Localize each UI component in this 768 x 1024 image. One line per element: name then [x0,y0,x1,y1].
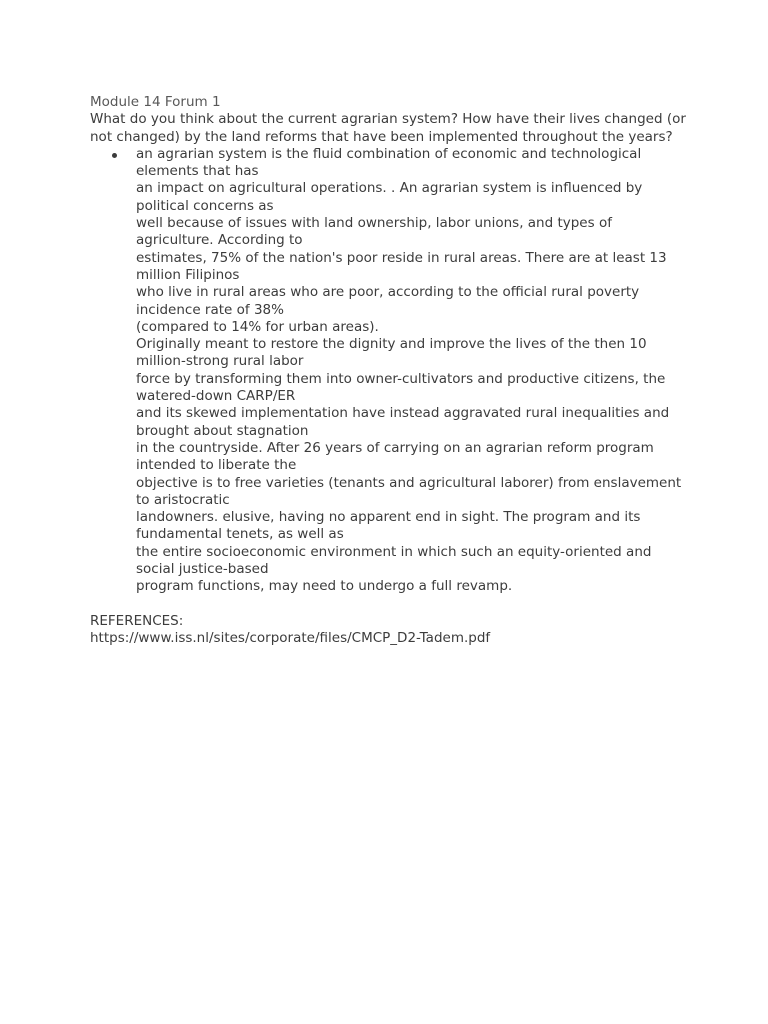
bullet-line: to aristocratic [136,491,230,508]
bullet-line: (compared to 14% for urban areas). [136,318,379,335]
bullet-line: social justice-based [136,561,269,578]
bullet-line: in the countryside. After 26 years of carrying on an agrarian reform program [136,439,654,456]
bullet-line: Originally meant to restore the dignity and improve the lives of the then 10 [136,336,647,353]
bullet-icon [112,153,117,158]
bullet-line: political concerns as [136,197,274,214]
reference-link[interactable]: https://www.iss.nl/sites/corporate/files/CMCP_D2-Tadem.pdf [90,629,491,646]
bullet-text [136,146,740,596]
bullet-line: an impact on agricultural operations. . An agrarian system is influenced by [136,180,643,197]
question-line-2: not changed) by the land reforms that have been implemented throughout the years? [90,128,673,145]
question-line-1: What do you think about the current agrarian system? How have their lives changed (or [90,111,686,128]
references-label: REFERENCES: [90,612,184,629]
bullet-list-item [90,146,740,596]
bullet-line: force by transforming them into owner-cultivators and productive citizens, the [136,370,666,387]
bullet-line: landowners. elusive, having no apparent end in sight. The program and its [136,509,641,526]
bullet-line: objective is to free varieties (tenants and agricultural laborer) from enslavement [136,474,682,491]
bullet-line: watered-down CARP/ER [136,388,296,405]
document-body [90,94,740,647]
bullet-line: intended to liberate the [136,457,297,474]
bullet-line: brought about stagnation [136,422,309,439]
bullet-line: agriculture. According to [136,232,303,249]
bullet-line: the entire socioeconomic environment in which such an equity-oriented and [136,543,652,560]
bullet-line: elements that has [136,163,259,180]
bullet-line: well because of issues with land ownership, labor unions, and types of [136,215,612,232]
document-title: Module 14 Forum 1 [90,94,221,110]
bullet-line: fundamental tenets, as well as [136,526,344,543]
bullet-line: an agrarian system is the fluid combination of economic and technological [136,145,642,162]
bullet-line: million Filipinos [136,266,240,283]
bullet-line: and its skewed implementation have instead aggravated rural inequalities and [136,405,670,422]
bullet-line: estimates, 75% of the nation's poor reside in rural areas. There are at least 13 [136,249,667,266]
bullet-line: million-strong rural labor [136,353,304,370]
bullet-line: incidence rate of 38% [136,301,284,318]
bullet-line: who live in rural areas who are poor, according to the official rural poverty [136,284,640,301]
bullet-line: program functions, may need to undergo a full revamp. [136,578,513,595]
